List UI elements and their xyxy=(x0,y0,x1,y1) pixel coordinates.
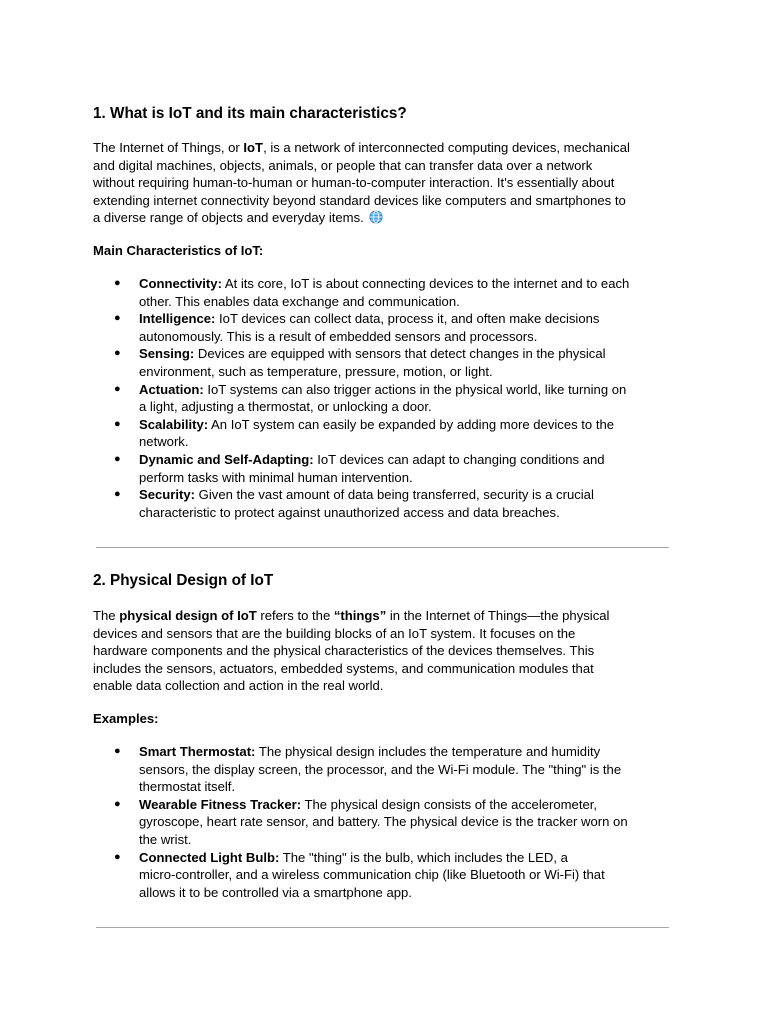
globe-icon xyxy=(369,210,383,224)
section-divider xyxy=(96,547,669,548)
section-1-subheading: Main Characteristics of IoT: xyxy=(93,243,264,258)
list-item: ● Connected Light Bulb: The "thing" is the bulb, which includes the LED, a micro-controller, and a wireless communication chip (like Bluetooth or Wi-Fi) that allows it to be controlled via a smartphone app. xyxy=(114,849,605,900)
section-1-intro: The Internet of Things, or IoT, is a network of interconnected computing devices, mechanical and digital machines, objects, animals, or people that can transfer data over a network without requiring human-to-human or human-to-computer interaction. It's essentially about extending internet connectivity beyond standard devices like computers and smartphones to a diverse range of objects and everyday items. xyxy=(93,140,630,226)
examples-list xyxy=(93,743,683,901)
list-item: ● Intelligence: IoT devices can collect data, process it, and often make decisions autonomously. This is a result of embedded sensors and processors. xyxy=(114,311,600,344)
section-2-subheading: Examples: xyxy=(93,711,159,726)
characteristics-list xyxy=(93,275,683,521)
list-item: ● Wearable Fitness Tracker: The physical design consists of the accelerometer, gyroscope, heart rate sensor, and battery. The physical device is the tracker worn on the wrist. xyxy=(114,796,628,847)
list-item: ● Security: Given the vast amount of data being transferred, security is a crucial characteristic to protect against unauthorized access and data breaches. xyxy=(114,487,594,520)
section-divider xyxy=(96,927,669,928)
list-item: ● Scalability: An IoT system can easily be expanded by adding more devices to the network. xyxy=(114,416,615,450)
list-item: ● Smart Thermostat: The physical design includes the temperature and humidity sensors, the display screen, the processor, and the Wi-Fi module. The "thing" is the thermostat itself. xyxy=(114,744,622,795)
section-2-heading: 2. Physical Design of IoT xyxy=(93,572,274,589)
section-1-heading: 1. What is IoT and its main characteristics? xyxy=(93,105,407,122)
list-item: ● Connectivity: At its core, IoT is about connecting devices to the internet and to each other. This enables data exchange and communication. xyxy=(114,276,630,309)
list-item: ● Actuation: IoT systems can also trigger actions in the physical world, like turning on a light, adjusting a thermostat, or unlocking a door. xyxy=(114,381,627,415)
list-item: ● Sensing: Devices are equipped with sensors that detect changes in the physical environment, such as temperature, pressure, motion, or light. xyxy=(114,346,606,379)
section-2-intro: The physical design of IoT refers to the “things” in the Internet of Things—the physical devices and sensors that are the building blocks of an IoT system. It focuses on the hardware components and the physical characteristics of the devices themselves. This includes the sensors, actuators, embedded systems, and communication modules that enable data collection and action in the real world. xyxy=(93,608,610,694)
list-item: ● Dynamic and Self-Adapting: IoT devices can adapt to changing conditions and perform tasks with minimal human intervention. xyxy=(114,451,605,485)
